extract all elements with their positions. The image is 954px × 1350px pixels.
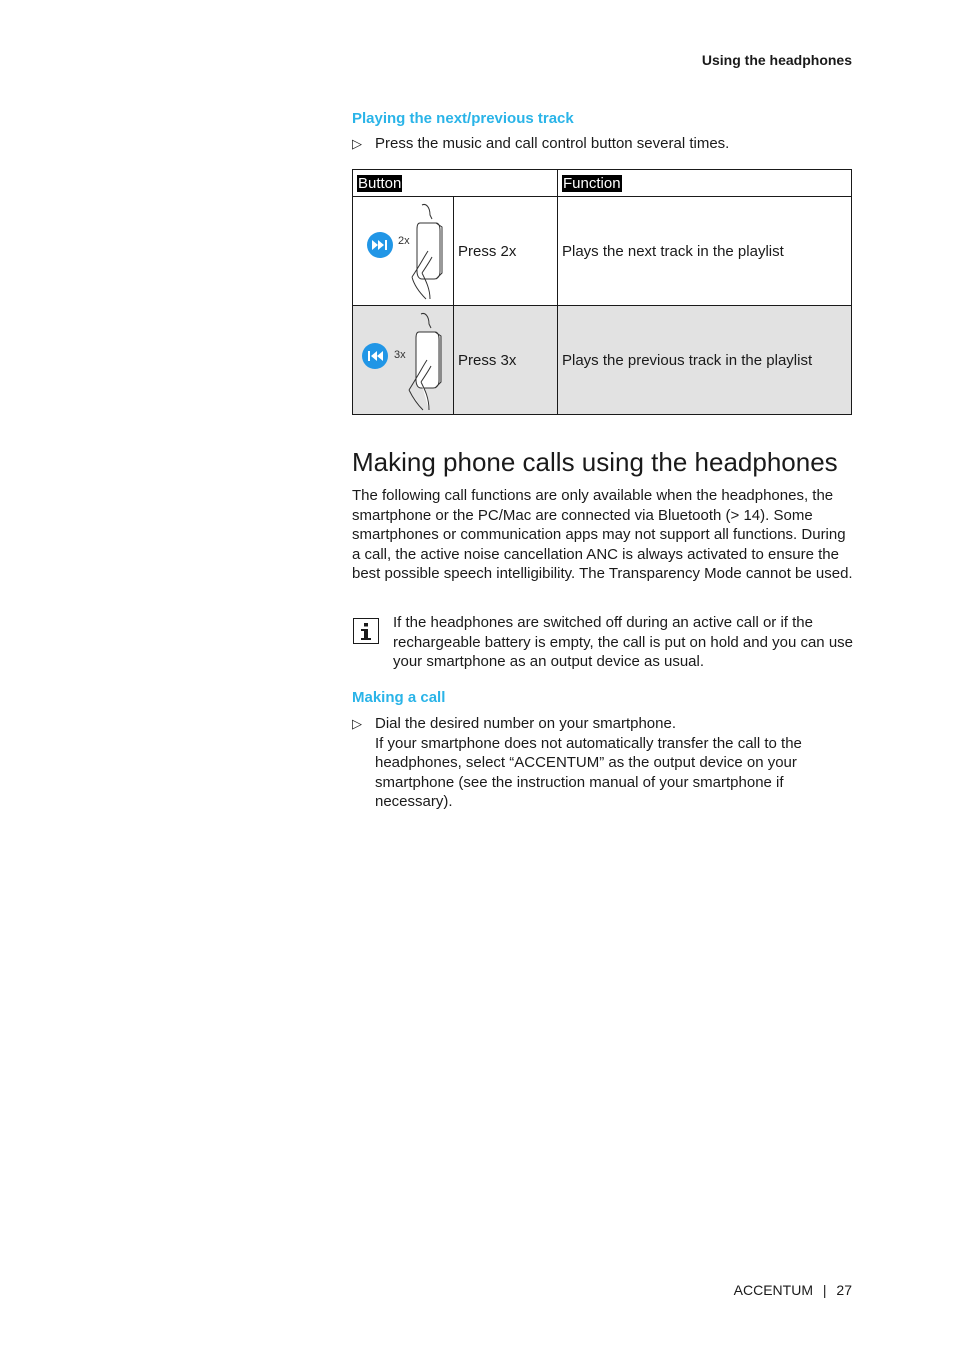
- calls-intro-paragraph: The following call functions are only available when the headphones, the smartphone or the PC/Mac are connected via Bluetooth (> 14). Some smartphones or communication apps may not support all functions. During a call, the active noise cancellation ANC is always activated to ensure the best possible speech intelligibility. The Transparency Mode cannot be used.: [352, 487, 853, 582]
- header-function: [558, 170, 852, 197]
- info-icon: [353, 618, 379, 644]
- next-track-icon: [367, 232, 393, 258]
- step-text: Press the music and call control button several times.: [375, 135, 730, 152]
- previous-track-icon: [362, 343, 388, 369]
- step-dial: [352, 714, 851, 812]
- press-cell: Press 3x: [454, 306, 558, 415]
- header-function-label: Function: [563, 174, 621, 192]
- headphone-illustration: [353, 306, 454, 415]
- footer-separator: |: [822, 1282, 827, 1298]
- info-note: If the headphones are switched off during an active call or if the rechargeable battery is empty, the call is put on hold and you can use your smartphone as an output device as usual.: [393, 614, 853, 670]
- press-count: 3x: [394, 349, 406, 361]
- function-cell: Plays the previous track in the playlist: [558, 306, 852, 415]
- step-arrow-icon: ▷: [352, 136, 362, 151]
- section-title: Making phone calls using the headphones: [352, 447, 838, 477]
- headphone-illustration: [353, 197, 454, 306]
- footer-product: ACCENTUM: [733, 1282, 813, 1298]
- table-row: [353, 306, 852, 415]
- page-number: 27: [836, 1282, 852, 1298]
- headphone-hand-drawing: [408, 201, 453, 305]
- headphone-hand-drawing: [405, 310, 453, 414]
- press-cell: Press 2x: [454, 197, 558, 306]
- function-cell: Plays the next track in the playlist: [558, 197, 852, 306]
- step-press-button: [352, 134, 851, 154]
- step-text-line2: If your smartphone does not automatically transfer the call to the headphones, select “ACCENTUM” as the output device on your smartphone (see the instruction manual of your smartphone if necessary).: [375, 734, 802, 810]
- press-count: 2x: [398, 235, 410, 247]
- function-table: [352, 169, 852, 415]
- table-row: [353, 197, 852, 306]
- subheading-track: Playing the next/previous track: [352, 110, 574, 127]
- step-arrow-icon: ▷: [352, 716, 362, 731]
- header-button-label: Button: [358, 174, 402, 192]
- table-header-row: [353, 170, 852, 197]
- step-text-line1: Dial the desired number on your smartphone.: [375, 715, 676, 732]
- header-button: [353, 170, 558, 197]
- page-footer: [734, 1282, 852, 1298]
- running-header: Using the headphones: [701, 52, 852, 68]
- subheading-making-call: Making a call: [352, 689, 446, 706]
